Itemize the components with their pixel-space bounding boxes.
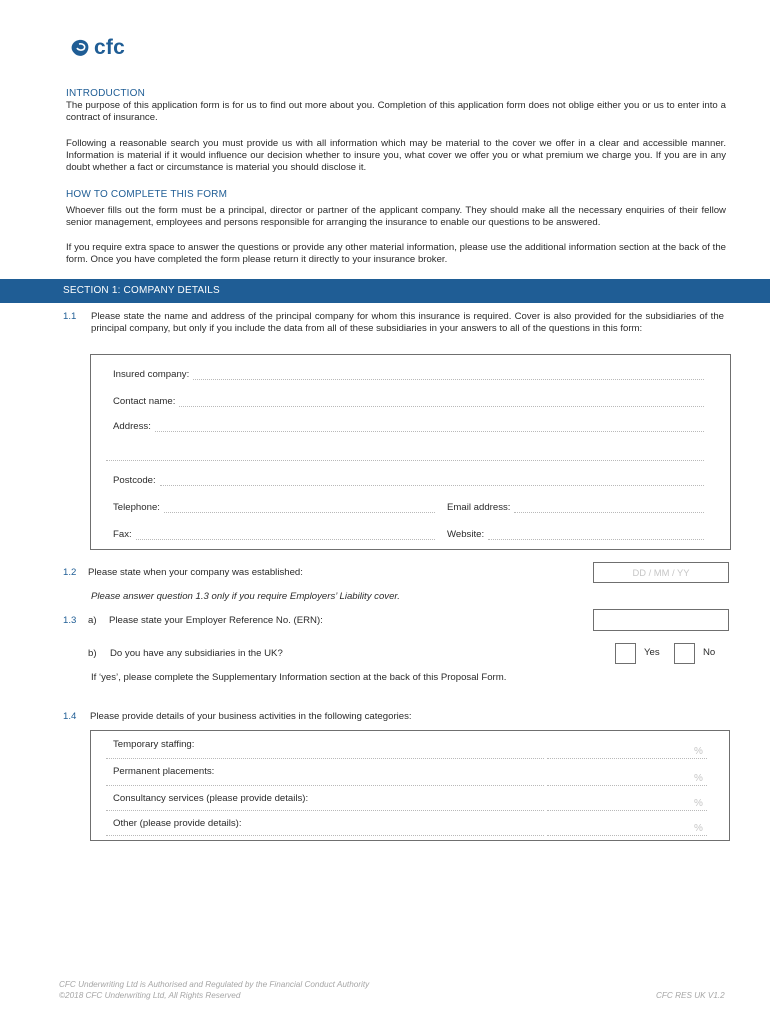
question-1-4-number: 1.4 bbox=[63, 711, 77, 722]
temporary-staffing-percent: % bbox=[694, 746, 703, 757]
telephone-label: Telephone: bbox=[113, 502, 160, 513]
introduction-heading: INTRODUCTION bbox=[66, 88, 146, 99]
website-field[interactable] bbox=[447, 529, 704, 541]
footer-regulation-text: CFC Underwriting Ltd is Authorised and Regulated by the Financial Conduct Authority bbox=[59, 980, 370, 989]
footer-form-code: CFC RES UK V1.2 bbox=[656, 991, 725, 1000]
how-to-heading: HOW TO COMPLETE THIS FORM bbox=[66, 189, 228, 200]
cfc-logo-icon bbox=[68, 36, 92, 60]
company-details-box bbox=[90, 354, 731, 550]
contact-name-field[interactable] bbox=[113, 396, 704, 408]
email-input[interactable] bbox=[514, 512, 704, 513]
telephone-field[interactable] bbox=[113, 502, 435, 514]
question-1-3-number: 1.3 bbox=[63, 615, 77, 626]
insured-company-label: Insured company: bbox=[113, 369, 190, 380]
temporary-staffing-label: Temporary staffing: bbox=[113, 739, 195, 750]
question-1-3-note: Please answer question 1.3 only if you require Employers’ Liability cover. bbox=[91, 591, 400, 602]
postcode-input[interactable] bbox=[160, 485, 704, 486]
section-1-title: SECTION 1: COMPANY DETAILS bbox=[0, 279, 770, 303]
insured-company-field[interactable] bbox=[113, 369, 704, 381]
subsidiaries-no-label: No bbox=[703, 647, 716, 658]
consultancy-services-percent: % bbox=[694, 798, 703, 809]
permanent-placements-label: Permanent placements: bbox=[113, 766, 215, 777]
other-percent: % bbox=[694, 823, 703, 834]
insured-company-input[interactable] bbox=[193, 379, 704, 380]
ern-input[interactable] bbox=[593, 609, 729, 631]
consultancy-services-details[interactable] bbox=[106, 810, 544, 811]
email-field[interactable] bbox=[447, 502, 704, 514]
established-date-input[interactable]: DD / MM / YY bbox=[593, 562, 729, 583]
question-1-3-if-yes-note: If ‘yes’, please complete the Supplementary Information section at the back of this Proposal Form. bbox=[91, 672, 507, 683]
temporary-staffing-details[interactable] bbox=[106, 758, 544, 759]
permanent-placements-percent: % bbox=[694, 773, 703, 784]
question-1-1-text: Please state the name and address of the principal company for whom this insurance is required. Cover is also provided for the subsidiaries of the principal company, but only if you include the data from all of these subsidiaries in your answers to all of the questions in this form: bbox=[91, 311, 724, 334]
subsidiaries-yes-label: Yes bbox=[644, 647, 660, 658]
postcode-label: Postcode: bbox=[113, 475, 156, 486]
cfc-logo bbox=[68, 34, 125, 62]
address-field[interactable] bbox=[113, 421, 704, 433]
permanent-placements-details[interactable] bbox=[106, 785, 544, 786]
telephone-input[interactable] bbox=[164, 512, 435, 513]
how-to-paragraph-2: If you require extra space to answer the questions or provide any other material information, please use the additional information section at the back of the form. Once you have completed the form please return it directly to your insurance broker. bbox=[66, 242, 726, 265]
introduction-paragraph-2: Following a reasonable search you must provide us with all information which may be material to the cover we offer in a clear and accessible manner. Information is material if it would influence our decision whether to insure you, what cover we offer you or what premium we charge you. If you are in any doubt whether a fact or circumstance is material you should disclose it. bbox=[66, 138, 726, 173]
question-1-2-text: Please state when your company was established: bbox=[88, 567, 303, 578]
contact-name-label: Contact name: bbox=[113, 396, 176, 407]
temporary-staffing-percent-input[interactable] bbox=[547, 758, 707, 759]
permanent-placements-percent-input[interactable] bbox=[547, 785, 707, 786]
website-label: Website: bbox=[447, 529, 485, 540]
question-1-1-number: 1.1 bbox=[63, 311, 77, 322]
subsidiaries-yes-checkbox[interactable] bbox=[615, 643, 636, 664]
other-label: Other (please provide details): bbox=[113, 818, 242, 829]
contact-name-input[interactable] bbox=[179, 406, 704, 407]
fax-field[interactable] bbox=[113, 529, 435, 541]
consultancy-services-percent-input[interactable] bbox=[547, 810, 707, 811]
how-to-paragraph-1: Whoever fills out the form must be a principal, director or partner of the applicant company. They should make all the necessary enquiries of their fellow senior management, employees and persons responsible for arranging the insurance to enable our questions to be answered. bbox=[66, 205, 726, 228]
question-1-3a-text: Please state your Employer Reference No. (ERN): bbox=[109, 615, 323, 626]
question-1-3b-text: Do you have any subsidiaries in the UK? bbox=[110, 648, 283, 659]
other-details[interactable] bbox=[106, 835, 544, 836]
address-label: Address: bbox=[113, 421, 151, 432]
website-input[interactable] bbox=[488, 539, 704, 540]
subsidiaries-no-checkbox[interactable] bbox=[674, 643, 695, 664]
question-1-4-text: Please provide details of your business activities in the following categories: bbox=[90, 711, 412, 722]
address-line-2-input[interactable] bbox=[106, 460, 704, 461]
postcode-field[interactable] bbox=[113, 475, 704, 487]
fax-label: Fax: bbox=[113, 529, 132, 540]
logo-text: cfc bbox=[94, 36, 125, 59]
question-1-3b-label: b) bbox=[88, 648, 97, 659]
email-label: Email address: bbox=[447, 502, 511, 513]
consultancy-services-label: Consultancy services (please provide details): bbox=[113, 793, 309, 804]
other-percent-input[interactable] bbox=[547, 835, 707, 836]
introduction-paragraph-1: The purpose of this application form is for us to find out more about you. Completion of this application form does not oblige either you or us to enter into a contract of insurance. bbox=[66, 100, 726, 123]
question-1-2-number: 1.2 bbox=[63, 567, 77, 578]
address-input[interactable] bbox=[155, 431, 704, 432]
footer-copyright-text: ©2018 CFC Underwriting Ltd, All Rights Reserved bbox=[59, 991, 241, 1000]
question-1-3a-label: a) bbox=[88, 615, 97, 626]
fax-input[interactable] bbox=[136, 539, 435, 540]
